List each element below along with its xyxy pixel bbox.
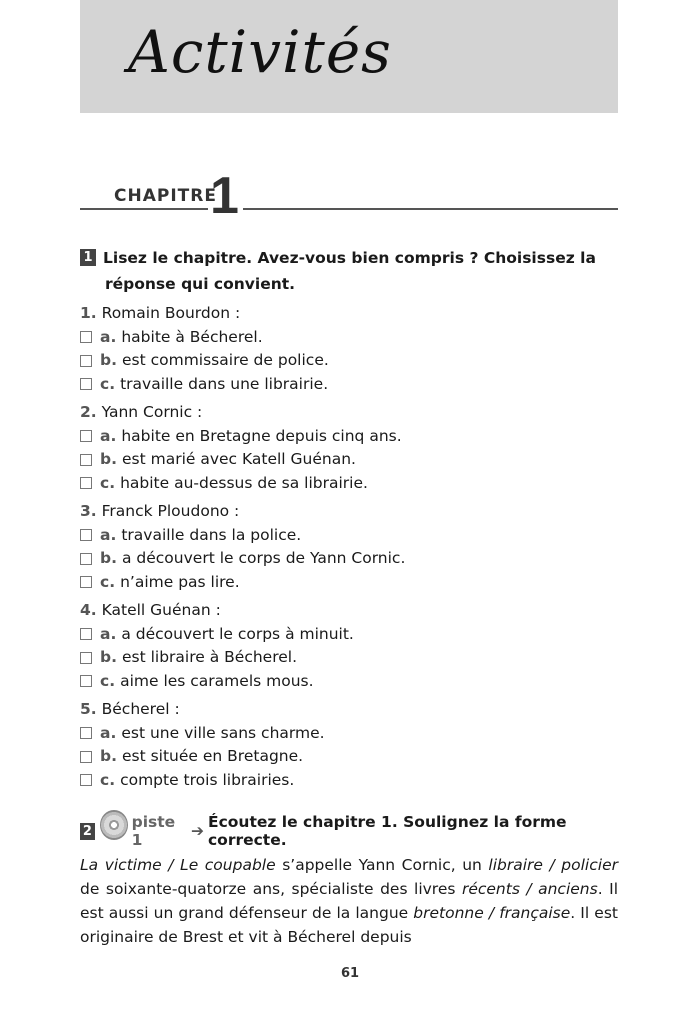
text-segment: de soixante-quatorze ans, spécialiste des livres — [80, 880, 462, 898]
option-text: a découvert le corps de Yann Cornic. — [121, 549, 406, 567]
checkbox[interactable] — [80, 675, 92, 687]
question-subject: Franck Ploudono : — [101, 502, 240, 520]
cd-icon — [100, 810, 128, 840]
question-number: 1. — [80, 304, 97, 322]
answer-option[interactable] — [80, 349, 618, 373]
option-letter: a. — [100, 723, 117, 742]
option-text: habite en Bretagne depuis cinq ans. — [121, 426, 402, 445]
answer-option[interactable] — [80, 448, 618, 472]
option-text: a découvert le corps à minuit. — [121, 624, 354, 643]
checkbox[interactable] — [80, 553, 92, 565]
question-heading — [80, 599, 618, 623]
option-text: habite au-dessus de sa librairie. — [120, 473, 368, 492]
question-heading — [80, 698, 618, 722]
page-number: 61 — [340, 966, 360, 981]
answer-option[interactable] — [80, 769, 618, 793]
question-heading — [80, 500, 618, 524]
arrow-icon: ➔ — [190, 822, 204, 840]
question-4 — [80, 599, 618, 693]
exercise-2-instruction: Écoutez le chapitre 1. Soulignez la forme correcte. — [207, 813, 567, 849]
text-segment: . Il est originaire de Brest et vit à Bécherel depuis — [80, 904, 618, 946]
answer-option[interactable] — [80, 524, 618, 548]
option-letter: c. — [100, 572, 116, 591]
option-letter: c. — [100, 770, 116, 789]
option-letter: c. — [100, 473, 116, 492]
option-text: est marié avec Katell Guénan. — [121, 450, 356, 468]
exercise-1 — [80, 245, 618, 792]
checkbox[interactable] — [80, 628, 92, 640]
answer-option[interactable] — [80, 745, 618, 769]
option-letter: a. — [100, 624, 117, 643]
option-text: aime les caramels mous. — [120, 671, 314, 690]
answer-option[interactable] — [80, 472, 618, 496]
question-list — [80, 302, 618, 792]
question-3 — [80, 500, 618, 594]
option-letter: a. — [100, 426, 117, 445]
text-segment: s’appelle Yann Cornic, un — [275, 856, 489, 874]
exercise-2-heading — [80, 813, 618, 849]
option-letter: b. — [100, 648, 117, 666]
option-text: est commissaire de police. — [121, 351, 329, 369]
checkbox[interactable] — [80, 652, 92, 664]
answer-option[interactable] — [80, 722, 618, 746]
option-letter: b. — [100, 549, 117, 567]
answer-option[interactable] — [80, 547, 618, 571]
checkbox[interactable] — [80, 331, 92, 343]
checkbox[interactable] — [80, 355, 92, 367]
chapter-label: CHAPITRE — [114, 186, 217, 206]
answer-option[interactable] — [80, 326, 618, 350]
option-text: travaille dans une librairie. — [120, 374, 329, 393]
option-text: n’aime pas lire. — [120, 572, 240, 591]
answer-option[interactable] — [80, 571, 618, 595]
option-letter: a. — [100, 327, 117, 346]
option-text: est libraire à Bécherel. — [121, 648, 298, 666]
checkbox[interactable] — [80, 529, 92, 541]
option-text: habite à Bécherel. — [121, 327, 263, 346]
checkbox[interactable] — [80, 751, 92, 763]
question-5 — [80, 698, 618, 792]
answer-option[interactable] — [80, 646, 618, 670]
answer-option[interactable] — [80, 670, 618, 694]
question-number: 3. — [80, 502, 97, 520]
answer-option[interactable] — [80, 373, 618, 397]
question-heading — [80, 302, 618, 326]
option-letter: c. — [100, 671, 116, 690]
answer-option[interactable] — [80, 623, 618, 647]
question-number: 2. — [80, 403, 97, 421]
chapter-heading — [80, 167, 618, 225]
checkbox[interactable] — [80, 430, 92, 442]
exercise-2 — [80, 813, 618, 949]
question-subject: Bécherel : — [101, 700, 180, 718]
question-number: 5. — [80, 700, 97, 718]
text-segment: . Il est aussi un grand défenseur de la langue — [80, 880, 619, 922]
option-text: travaille dans la police. — [121, 525, 302, 544]
track-label: piste 1 — [131, 813, 176, 849]
exercise-1-instruction — [80, 245, 618, 297]
exercise-number-badge: 2 — [80, 823, 95, 840]
instruction-line-1: Lisez le chapitre. Avez-vous bien compris ? Choisissez la — [103, 249, 596, 267]
exercise-2-text — [80, 853, 618, 949]
option-letter: b. — [100, 747, 117, 765]
choice-recent-old[interactable]: récents / anciens — [461, 880, 598, 898]
checkbox[interactable] — [80, 454, 92, 466]
question-subject: Romain Bourdon : — [101, 304, 241, 322]
option-text: est située en Bretagne. — [121, 747, 304, 765]
checkbox[interactable] — [80, 378, 92, 390]
answer-option[interactable] — [80, 425, 618, 449]
checkbox[interactable] — [80, 727, 92, 739]
question-subject: Yann Cornic : — [101, 403, 203, 421]
banner-title: Activités — [128, 18, 392, 86]
question-subject: Katell Guénan : — [101, 601, 221, 619]
option-text: est une ville sans charme. — [121, 723, 325, 742]
question-1 — [80, 302, 618, 396]
option-letter: b. — [100, 351, 117, 369]
exercise-number-badge: 1 — [80, 249, 96, 266]
divider-left — [80, 208, 208, 210]
choice-bookseller-police[interactable]: libraire / policier — [488, 856, 618, 874]
question-number: 4. — [80, 601, 97, 619]
checkbox[interactable] — [80, 576, 92, 588]
choice-victim-culprit[interactable]: La victime / Le coupable — [80, 856, 276, 874]
option-letter: a. — [100, 525, 117, 544]
instruction-line-2: réponse qui convient. — [105, 275, 296, 293]
option-text: compte trois librairies. — [120, 770, 295, 789]
question-2 — [80, 401, 618, 495]
choice-breton-french[interactable]: bretonne / française — [413, 904, 571, 922]
option-letter: c. — [100, 374, 116, 393]
checkbox[interactable] — [80, 774, 92, 786]
activities-banner — [80, 0, 618, 113]
divider-right — [243, 208, 618, 210]
option-letter: b. — [100, 450, 117, 468]
chapter-number: 1 — [210, 167, 239, 225]
checkbox[interactable] — [80, 477, 92, 489]
question-heading — [80, 401, 618, 425]
